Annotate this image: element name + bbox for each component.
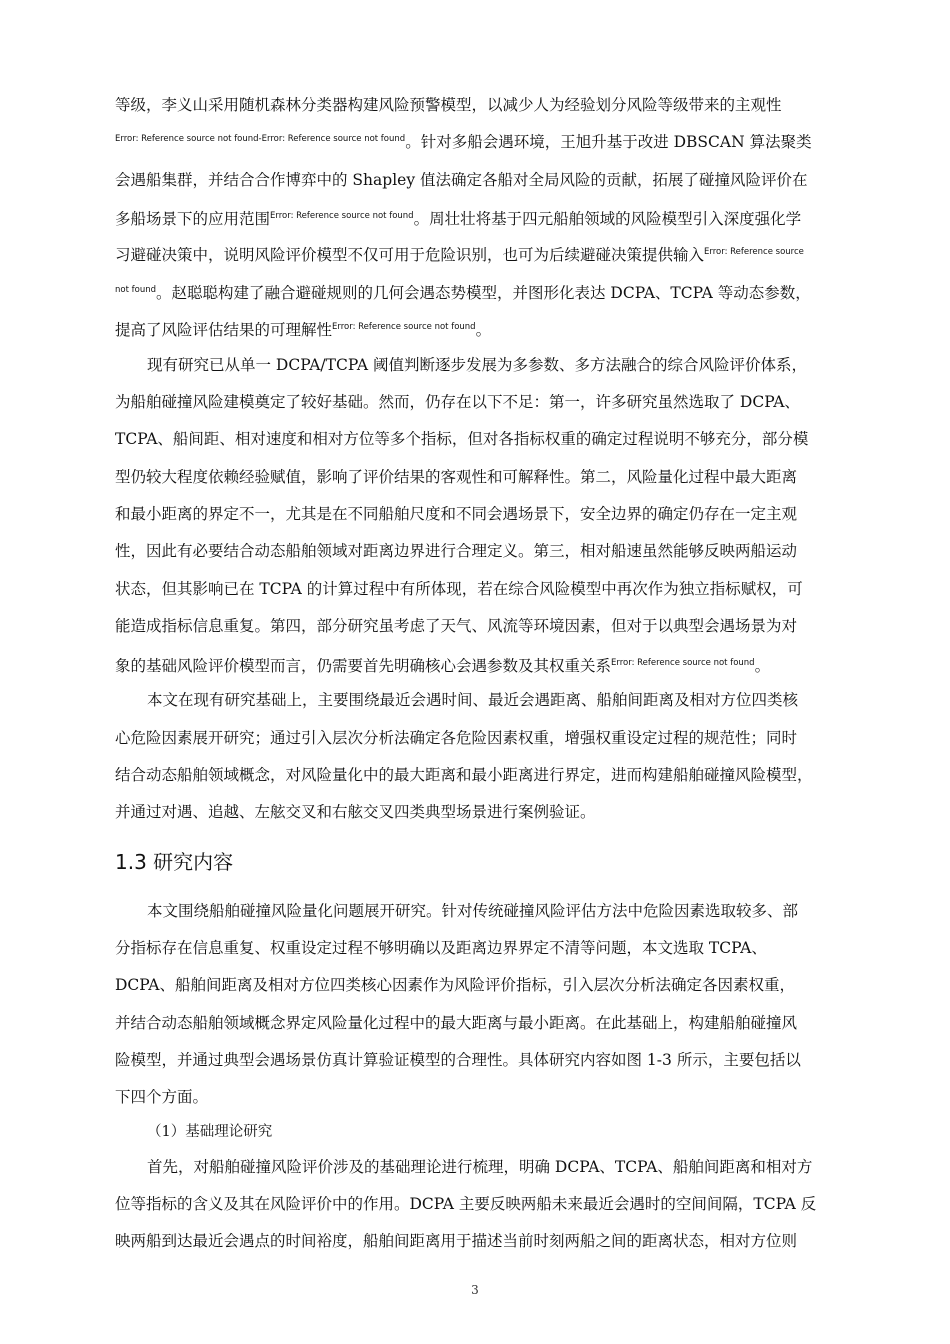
reference-error: Error: Reference source not found <box>611 658 755 668</box>
text-line: 现有研究已从单一 DCPA/TCPA 阈值判断逐步发展为多参数、多方法融合的综合风险评价体系， <box>147 356 807 374</box>
text-line: 会遇船集群，并结合合作博弈中的 Shapley 值法确定各船对全局风险的贡献，拓展了碰撞风险评价在 <box>115 171 808 189</box>
text-line: 多船场景下的应用范围$^{Error: Reference source not found}$。周壮壮将基于四元船舶领域的风险模型引入深度强化学 <box>115 210 802 228</box>
text-line: 映两船到达最近会遇点的时间裕度，船舶间距离用于描述当前时刻两船之间的距离状态，相对方位则 <box>115 1232 798 1250</box>
page-number: 3 <box>471 1283 479 1297</box>
text-line: 下四个方面。 <box>115 1088 209 1106</box>
text-line: 能造成指标信息重复。第四，部分研究虽考虑了天气、风流等环境因素，但对于以典型会遇场景为对 <box>115 617 798 635</box>
text-line: 首先，对船舶碰撞风险评价涉及的基础理论进行梳理，明确 DCPA、TCPA、船舶间距离和相对方 <box>147 1158 813 1176</box>
text-line: 本文在现有研究基础上，主要围绕最近会遇时间、最近会遇距离、船舶间距离及相对方位四类核 <box>147 691 799 709</box>
text-line: 位等指标的含义及其在风险评价中的作用。DCPA 主要反映两船未来最近会遇时的空间间隔，TCPA 反 <box>115 1195 817 1213</box>
text-line: $^{Error: Reference source not found-Error: Reference source not found}$。针对多船会遇环境，王旭升基于改进 DBSCAN 算法聚类 <box>115 133 812 151</box>
reference-error: Error: Reference source <box>704 247 804 257</box>
text-line: $^{not found}$。赵聪聪构建了融合避碰规则的几何会遇态势模型，并图形化表达 DCPA、TCPA 等动态参数， <box>115 284 811 302</box>
text-line: 本文围绕船舶碰撞风险量化问题展开研究。针对传统碰撞风险评估方法中危险因素选取较多、部 <box>147 902 799 920</box>
text-line: 等级，李义山采用随机森林分类器构建风险预警模型，以减少人为经验划分风险等级带来的主观性 <box>115 96 782 114</box>
text-line: 性，因此有必要结合动态船舶领域对距离边界进行合理定义。第三，相对船速虽然能够反映两船运动 <box>115 542 798 560</box>
text-line: TCPA、船间距、相对速度和相对方位等多个指标，但对各指标权重的确定过程说明不够充分，部分模 <box>115 430 809 448</box>
section-heading: 1.3 研究内容 <box>115 850 234 874</box>
text-line: 为船舶碰撞风险建模奠定了较好基础。然而，仍存在以下不足：第一，许多研究虽然选取了 DCPA、 <box>115 393 800 411</box>
list-item-heading: （1）基础理论研究 <box>147 1124 273 1140</box>
reference-error: Error: Reference source not found <box>332 322 476 332</box>
text-line: 型仍较大程度依赖经验赋值，影响了评价结果的客观性和可解释性。第二，风险量化过程中最大距离 <box>115 468 798 486</box>
text-line: 心危险因素展开研究；通过引入层次分析法确定各危险因素权重，增强权重设定过程的规范性；同时 <box>115 729 798 747</box>
text-line: DCPA、船舶间距离及相对方位四类核心因素作为风险评价指标，引入层次分析法确定各因素权重， <box>115 976 795 994</box>
text-line: 习避碰决策中，说明风险评价模型不仅可用于危险识别，也可为后续避碰决策提供输入$^{Error: Reference source}$ <box>115 246 804 264</box>
text-line: 并通过对遇、追越、左舷交叉和右舷交叉四类典型场景进行案例验证。 <box>115 803 596 821</box>
reference-error: not found <box>115 285 156 295</box>
reference-error: Error: Reference source not found <box>270 211 414 221</box>
text-line: 象的基础风险评价模型而言，仍需要首先明确核心会遇参数及其权重关系$^{Error: Reference source not found}$。 <box>115 657 771 675</box>
text-line: 分指标存在信息重复、权重设定过程不够明确以及距离边界界定不清等问题，本文选取 TCPA、 <box>115 939 767 957</box>
reference-error: Error: Reference source not found-Error: Reference source not found <box>115 134 406 144</box>
text-line: 状态，但其影响已在 TCPA 的计算过程中有所体现，若在综合风险模型中再次作为独立指标赋权，可 <box>115 580 803 598</box>
text-line: 和最小距离的界定不一，尤其是在不同船舶尺度和不同会遇场景下，安全边界的确定仍存在一定主观 <box>115 505 798 523</box>
text-line: 结合动态船舶领域概念，对风险量化中的最大距离和最小距离进行界定，进而构建船舶碰撞风险模型， <box>115 766 813 784</box>
text-line: 提高了风险评估结果的可理解性$^{Error: Reference source not found}$。 <box>115 321 492 339</box>
text-line: 并结合动态船舶领域概念界定风险量化过程中的最大距离与最小距离。在此基础上，构建船舶碰撞风 <box>115 1014 798 1032</box>
text-line: 险模型，并通过典型会遇场景仿真计算验证模型的合理性。具体研究内容如图 1-3 所示，主要包括以 <box>115 1051 801 1069</box>
